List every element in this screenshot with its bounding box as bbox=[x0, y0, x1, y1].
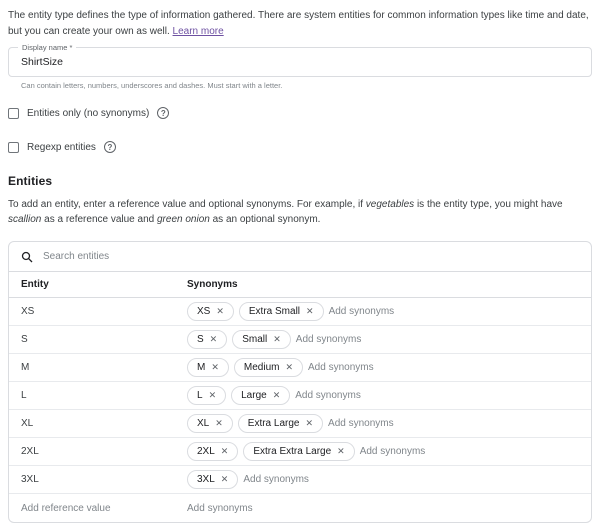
add-synonyms-input[interactable]: Add synonyms bbox=[295, 334, 362, 345]
add-synonyms-input[interactable]: Add synonyms bbox=[243, 474, 309, 485]
remove-synonym-icon[interactable]: ✕ bbox=[220, 474, 229, 484]
remove-synonym-icon[interactable]: ✕ bbox=[215, 418, 223, 428]
table-row bbox=[9, 298, 591, 326]
search-row bbox=[9, 242, 591, 272]
remove-synonym-icon[interactable]: ✕ bbox=[273, 334, 281, 344]
synonym-chip[interactable] bbox=[187, 358, 229, 377]
synonym-chip[interactable] bbox=[231, 386, 290, 405]
intro-text bbox=[8, 8, 592, 40]
add-synonyms-input[interactable]: Add synonyms bbox=[187, 502, 253, 514]
synonym-chip[interactable] bbox=[187, 470, 238, 489]
synonyms-cell bbox=[187, 442, 591, 461]
desc-part: as a reference value and bbox=[41, 214, 157, 225]
entity-value[interactable]: 3XL bbox=[21, 474, 39, 485]
search-icon bbox=[21, 251, 33, 263]
table-row bbox=[9, 438, 591, 466]
desc-part: To add an entity, enter a reference value and optional synonyms. For example, if bbox=[8, 199, 366, 210]
synonyms-cell bbox=[187, 386, 591, 405]
synonym-chip[interactable] bbox=[238, 414, 323, 433]
synonyms-cell bbox=[187, 503, 591, 514]
display-name-label: Display name * bbox=[18, 43, 76, 52]
remove-synonym-icon[interactable]: ✕ bbox=[306, 306, 314, 316]
synonym-chip[interactable] bbox=[243, 442, 354, 461]
synonym-chip[interactable] bbox=[187, 302, 234, 321]
add-entity-row bbox=[9, 494, 591, 522]
add-synonyms-input[interactable]: Add synonyms bbox=[359, 446, 426, 457]
synonym-chip[interactable] bbox=[239, 302, 324, 321]
entity-value[interactable]: XS bbox=[21, 306, 35, 317]
synonyms-cell bbox=[187, 358, 591, 377]
display-name-helper: Can contain letters, numbers, underscores and dashes. Must start with a letter. bbox=[21, 81, 283, 90]
remove-synonym-icon[interactable]: ✕ bbox=[285, 362, 294, 372]
add-reference-value-input[interactable]: Add reference value bbox=[21, 502, 111, 514]
entity-column-header: Entity bbox=[21, 279, 49, 290]
table-row bbox=[9, 354, 591, 382]
regexp-entities-row bbox=[8, 141, 592, 153]
remove-synonym-icon[interactable]: ✕ bbox=[216, 306, 224, 316]
remove-synonym-icon[interactable]: ✕ bbox=[209, 334, 218, 344]
entities-only-help-icon[interactable]: ? bbox=[157, 107, 169, 119]
synonym-chip-label: Extra Small bbox=[248, 306, 301, 317]
synonym-chip-label: M bbox=[197, 362, 206, 373]
synonym-chip-label: Extra Large bbox=[247, 418, 300, 429]
synonyms-cell bbox=[187, 470, 591, 489]
synonym-chip[interactable] bbox=[234, 358, 303, 377]
remove-synonym-icon[interactable]: ✕ bbox=[211, 362, 219, 372]
synonyms-cell bbox=[187, 330, 591, 349]
remove-synonym-icon[interactable]: ✕ bbox=[208, 390, 217, 400]
entity-value[interactable]: L bbox=[21, 390, 27, 401]
synonym-chip-label: XS bbox=[197, 306, 211, 317]
remove-synonym-icon[interactable]: ✕ bbox=[337, 446, 345, 456]
display-name-field[interactable] bbox=[8, 43, 592, 77]
table-row bbox=[9, 382, 591, 410]
entities-only-label: Entities only (no synonyms) bbox=[27, 107, 150, 119]
synonym-chip-label: S bbox=[197, 334, 204, 345]
synonyms-cell bbox=[187, 414, 591, 433]
entities-table bbox=[8, 241, 592, 523]
remove-synonym-icon[interactable]: ✕ bbox=[220, 446, 229, 456]
entity-value[interactable]: S bbox=[21, 334, 28, 345]
entities-only-checkbox[interactable] bbox=[8, 108, 19, 119]
search-input[interactable] bbox=[43, 251, 579, 262]
synonym-chip[interactable] bbox=[187, 386, 226, 405]
entity-value[interactable]: M bbox=[21, 362, 30, 373]
synonym-chip[interactable] bbox=[187, 414, 233, 433]
synonym-chip-label: 2XL bbox=[197, 446, 215, 457]
add-synonyms-input[interactable]: Add synonyms bbox=[328, 306, 395, 317]
desc-italic: vegetables bbox=[365, 199, 415, 210]
remove-synonym-icon[interactable]: ✕ bbox=[305, 418, 314, 428]
table-row bbox=[9, 410, 591, 438]
entities-description bbox=[8, 197, 592, 227]
synonym-chip[interactable] bbox=[187, 442, 238, 461]
table-row bbox=[9, 466, 591, 494]
desc-part: as an optional synonym. bbox=[209, 214, 321, 225]
add-synonyms-input[interactable]: Add synonyms bbox=[295, 390, 361, 401]
synonyms-cell bbox=[187, 302, 591, 321]
synonym-chip[interactable] bbox=[187, 330, 227, 349]
desc-part: is the entity type, you might have bbox=[414, 199, 563, 210]
synonym-chip-label: L bbox=[197, 390, 203, 401]
table-row bbox=[9, 326, 591, 354]
entity-value[interactable]: XL bbox=[21, 418, 34, 429]
synonym-chip-label: 3XL bbox=[197, 474, 215, 485]
regexp-entities-label: Regexp entities bbox=[27, 141, 96, 153]
synonym-chip-label: Extra Extra Large bbox=[253, 446, 332, 457]
synonym-chip[interactable] bbox=[232, 330, 291, 349]
intro-text-body: The entity type defines the type of information gathered. There are system entities for common information types like time and date, but you can create your own as well. bbox=[8, 10, 589, 37]
entities-only-row bbox=[8, 107, 592, 119]
synonym-chip-label: XL bbox=[197, 418, 210, 429]
synonym-chip-label: Medium bbox=[243, 362, 280, 373]
entities-heading: Entities bbox=[8, 174, 53, 188]
display-name-input[interactable] bbox=[9, 48, 591, 76]
synonyms-column-header: Synonyms bbox=[187, 279, 238, 290]
remove-synonym-icon[interactable]: ✕ bbox=[272, 390, 281, 400]
regexp-entities-checkbox[interactable] bbox=[8, 142, 19, 153]
desc-italic: scallion bbox=[8, 214, 42, 225]
table-header-row bbox=[9, 272, 591, 298]
add-synonyms-input[interactable]: Add synonyms bbox=[328, 418, 394, 429]
synonym-chip-label: Large bbox=[241, 390, 267, 401]
synonym-chip-label: Small bbox=[242, 334, 268, 345]
entity-value[interactable]: 2XL bbox=[21, 446, 39, 457]
regexp-entities-help-icon[interactable]: ? bbox=[104, 141, 116, 153]
learn-more-link[interactable]: Learn more bbox=[172, 26, 224, 37]
add-synonyms-input[interactable]: Add synonyms bbox=[308, 362, 374, 373]
desc-italic: green onion bbox=[157, 214, 210, 225]
